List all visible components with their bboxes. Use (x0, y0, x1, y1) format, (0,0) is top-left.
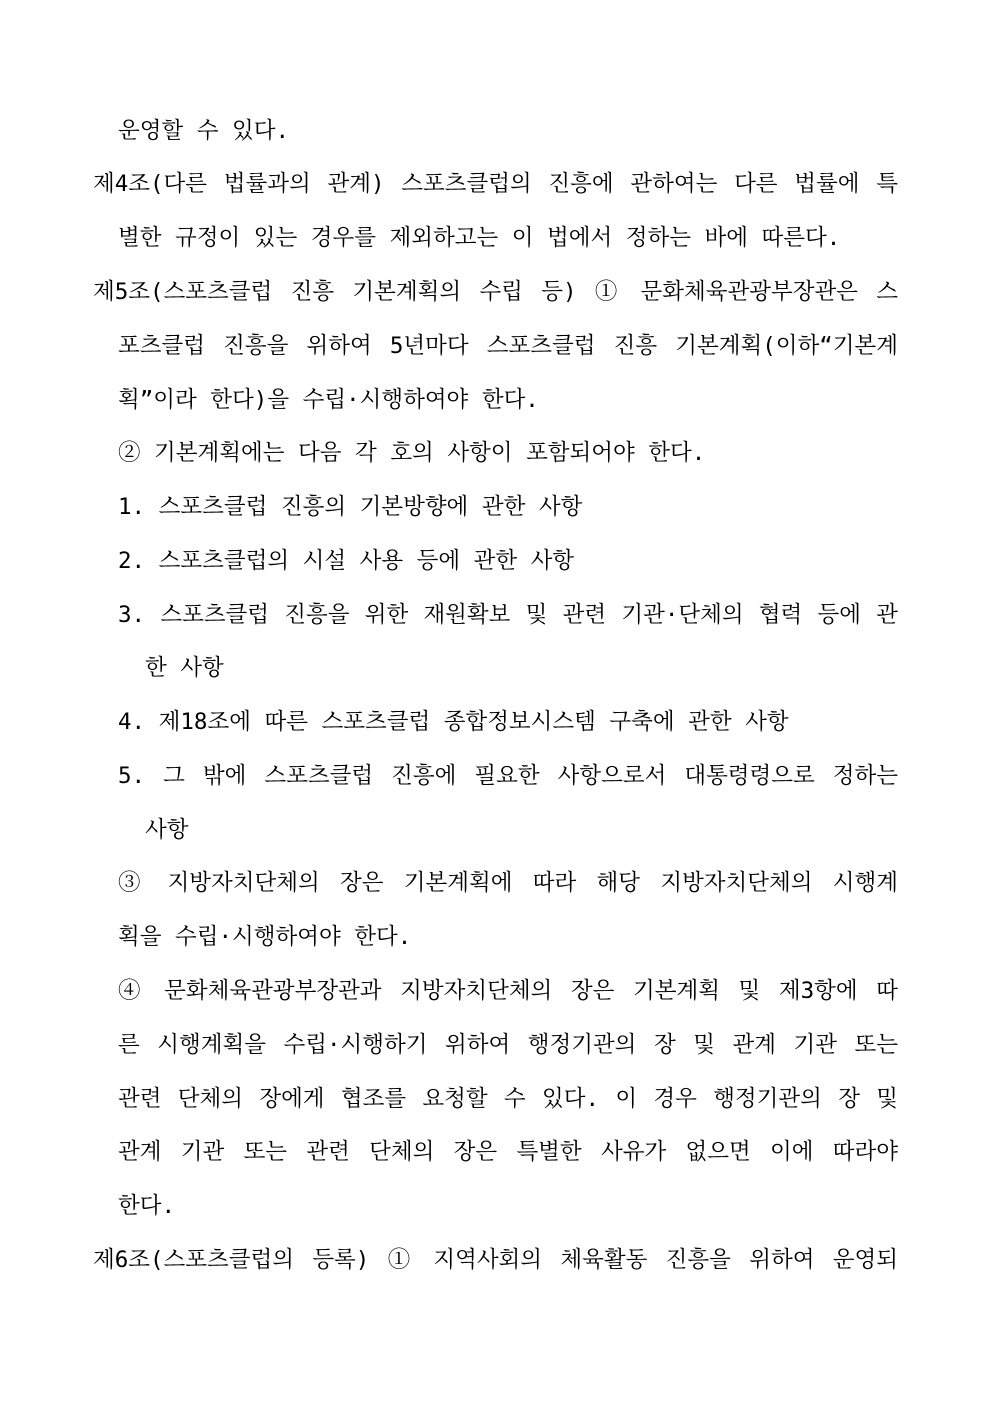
text-line: 른 시행계획을 수립·시행하기 위하여 행정기관의 장 및 관계 기관 또는 (118, 1032, 898, 1058)
text-line: 한다. (118, 1193, 176, 1219)
text-line: 관계 기관 또는 관련 단체의 장은 특별한 사유가 없으면 이에 따라야 (118, 1139, 898, 1165)
article-6-heading-line: 제6조(스포츠클럽의 등록) ① 지역사회의 체육활동 진흥을 위하여 운영되 (93, 1247, 898, 1273)
list-item-5: 5. 그 밖에 스포츠클럽 진흥에 필요한 사항으로서 대통령령으로 정하는 (118, 763, 898, 789)
text-line: 획을 수립·시행하여야 한다. (118, 924, 412, 950)
text-line: 획”이라 한다)을 수립·시행하여야 한다. (118, 387, 539, 413)
text-line: 포츠클럽 진흥을 위하여 5년마다 스포츠클럽 진흥 기본계획(이하“기본계 (118, 333, 898, 359)
paragraph-4-line: ④ 문화체육관광부장관과 지방자치단체의 장은 기본계획 및 제3항에 따 (118, 978, 898, 1004)
paragraph-3-line: ③ 지방자치단체의 장은 기본계획에 따라 해당 지방자치단체의 시행계 (118, 870, 898, 896)
article-4-heading-line: 제4조(다른 법률과의 관계) 스포츠클럽의 진흥에 관하여는 다른 법률에 특 (93, 171, 898, 197)
list-item-4: 4. 제18조에 따른 스포츠클럽 종합정보시스템 구축에 관한 사항 (118, 709, 789, 735)
list-item-3-continuation: 한 사항 (145, 655, 224, 681)
list-item-2: 2. 스포츠클럽의 시설 사용 등에 관한 사항 (118, 548, 575, 574)
article-5-heading-line: 제5조(스포츠클럽 진흥 기본계획의 수립 등) ① 문화체육관광부장관은 스 (93, 279, 898, 305)
list-item-5-continuation: 사항 (145, 817, 189, 843)
paragraph-2-line: ② 기본계획에는 다음 각 호의 사항이 포함되어야 한다. (118, 440, 706, 466)
text-line: 관련 단체의 장에게 협조를 요청할 수 있다. 이 경우 행정기관의 장 및 (118, 1086, 898, 1112)
text-line: 운영할 수 있다. (118, 118, 290, 144)
list-item-1: 1. 스포츠클럽 진흥의 기본방향에 관한 사항 (118, 494, 583, 520)
text-line: 별한 규정이 있는 경우를 제외하고는 이 법에서 정하는 바에 따른다. (118, 225, 841, 251)
list-item-3: 3. 스포츠클럽 진흥을 위한 재원확보 및 관련 기관·단체의 협력 등에 관 (118, 602, 898, 628)
